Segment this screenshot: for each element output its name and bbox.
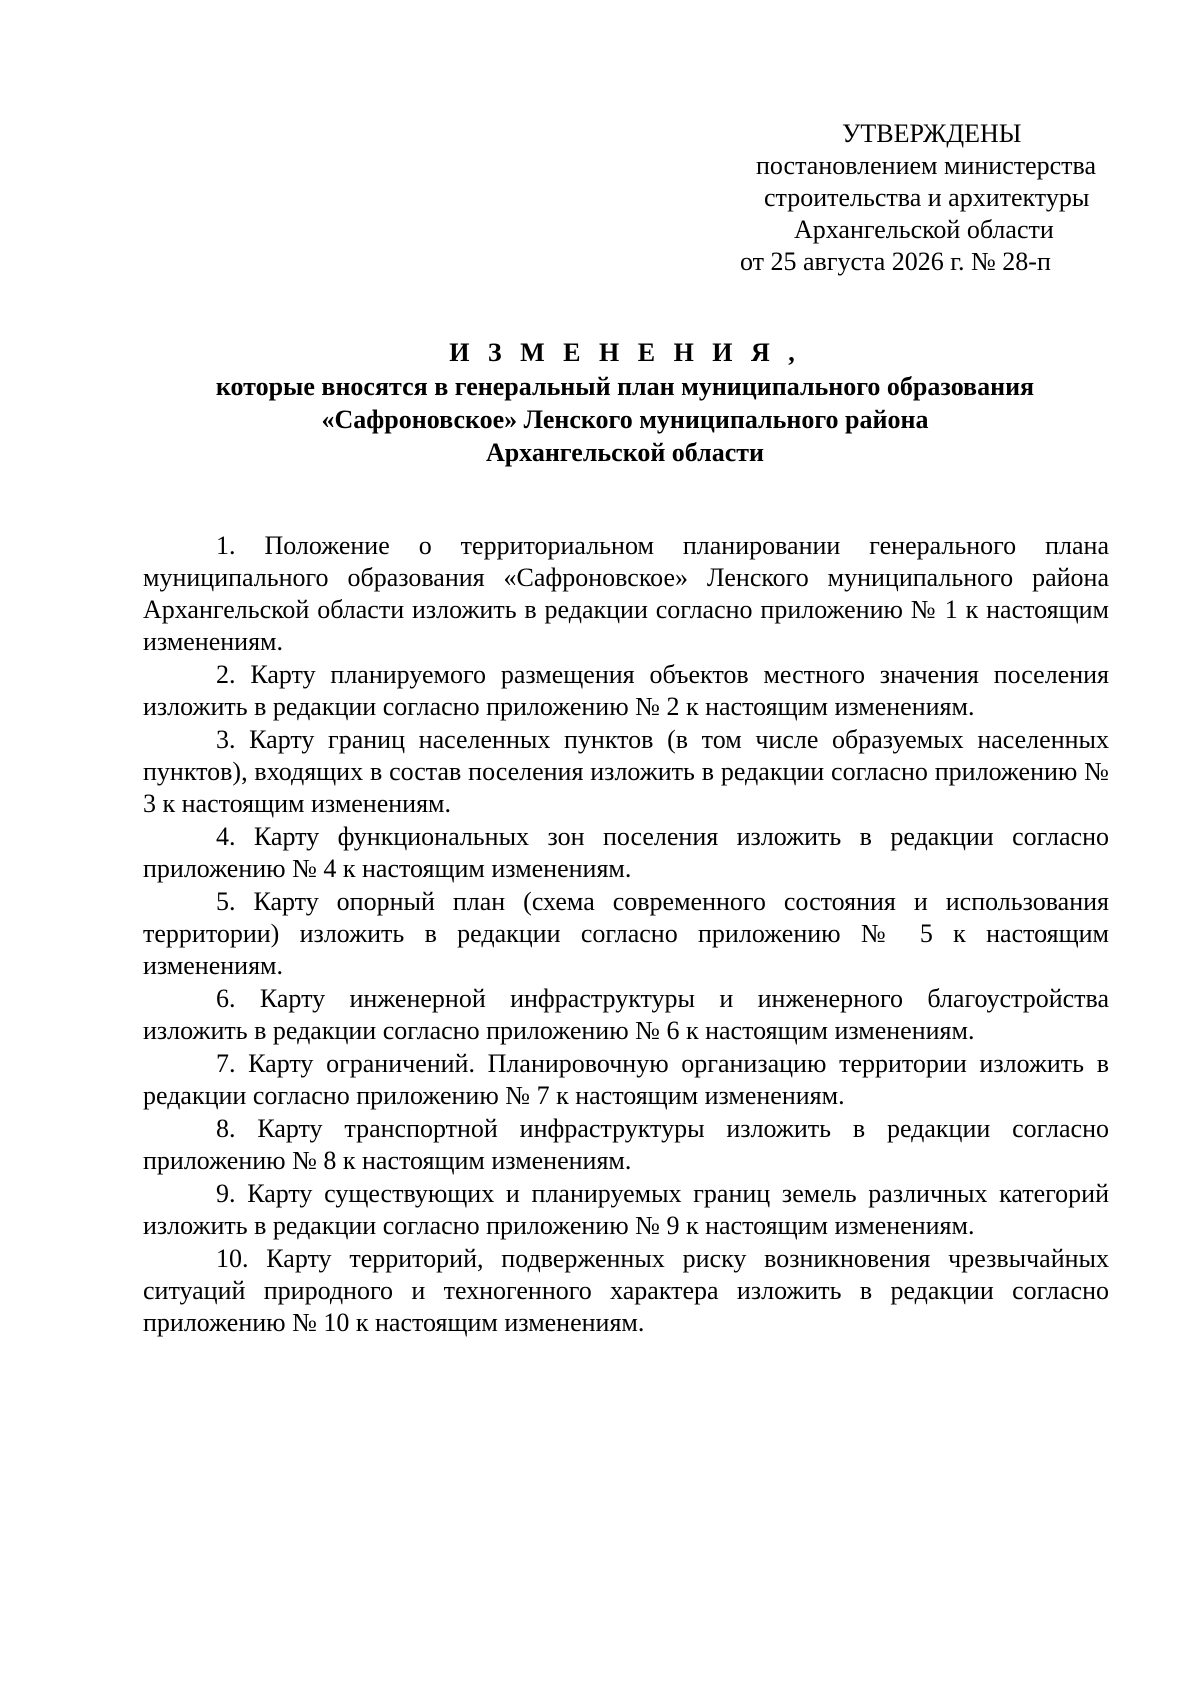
changes-list [143,530,1109,1340]
list-item: 5. Карту опорный план (схема современного состояния и использования территории) изложить в редакции согласно приложению № 5 к настоящим изменениям. [143,887,1109,980]
approval-heading: УТВЕРЖДЕНЫ [842,119,1022,148]
approval-stamp [700,118,1120,278]
approval-line: строительства и архитектуры [764,183,1090,212]
title-line: Архангельской области [485,438,765,467]
title-heading: И З М Е Н Е Н И Я , [449,338,801,367]
list-item: 2. Карту планируемого размещения объектов местного значения поселения изложить в редакции согласно приложению № 2 к настоящим изменениям. [143,660,1109,721]
approval-line: постановлением министерства [756,151,1097,180]
list-item: 9. Карту существующих и планируемых границ земель различных категорий изложить в редакции согласно приложению № 9 к настоящим изменениям. [143,1179,1109,1240]
list-item: 1. Положение о территориальном планировании генерального плана муниципального образования «Сафроновское» Ленского муниципального района Архангельской области изложить в редакции согласно приложению № 1 к настоящим изменениям. [143,531,1109,656]
list-item: 4. Карту функциональных зон поселения изложить в редакции согласно приложению № 4 к настоящим изменениям. [143,822,1109,883]
list-item: 6. Карту инженерной инфраструктуры и инженерного благоустройства изложить в редакции согласно приложению № 6 к настоящим изменениям. [143,984,1109,1045]
list-item: 3. Карту границ населенных пунктов (в том числе образуемых населенных пунктов), входящих в состав поселения изложить в редакции согласно приложению № 3 к настоящим изменениям. [143,725,1109,818]
list-item: 8. Карту транспортной инфраструктуры изложить в редакции согласно приложению № 8 к настоящим изменениям. [143,1114,1109,1175]
list-item: 10. Карту территорий, подверженных риску возникновения чрезвычайных ситуаций природного и техногенного характера изложить в редакции согласно приложению № 10 к настоящим изменениям. [143,1244,1109,1337]
title-line: которые вносятся в генеральный план муниципального образования [215,372,1035,401]
list-item: 7. Карту ограничений. Планировочную организацию территории изложить в редакции согласно приложению № 7 к настоящим изменениям. [143,1049,1109,1110]
document-title [140,336,1110,469]
approval-line: Архангельской области [794,215,1054,244]
title-line: «Сафроновское» Ленского муниципального района [321,405,929,434]
approval-date-number: от 25 августа 2026 г. № 28-п [740,247,1051,276]
